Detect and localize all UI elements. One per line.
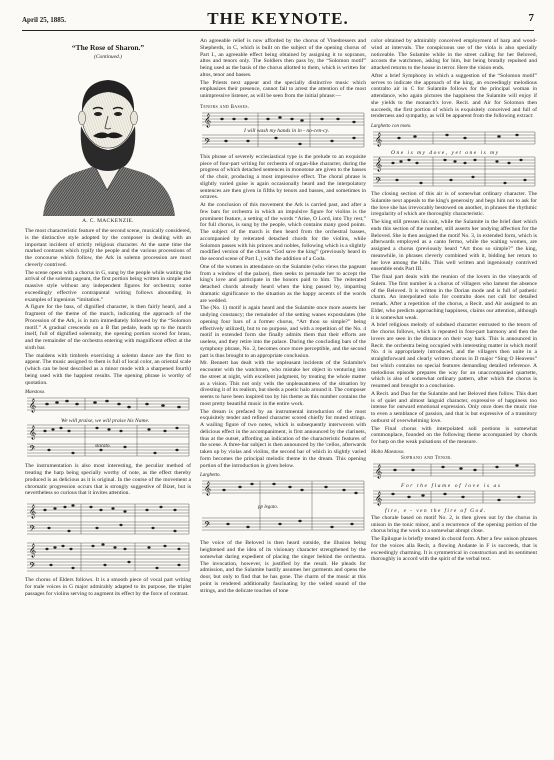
paragraph: At the conclusion of this movement the Ark is carried past, and after a few bars for orchestra in which an impulsive figure for violins is the prominent feature, a setting of the words “Arise, O Lord, into Thy rest,” for full chorus, is sung by the people, which contains many good points. The subject of the march is then heard from the orchestral basses, accompanied by reiterated detached chords for the violins, while Solomon passes with his princes and nobles, following which is a slightly modified version of the chorus “God save the king” (previously heard in the second scene of Part I.,) with the addition of a Coda.	[200, 202, 366, 262]
dynamic-marking: pp legato.	[258, 505, 278, 511]
musical-staff	[371, 129, 537, 187]
music-example-2	[25, 501, 191, 573]
music-example-1	[25, 390, 191, 459]
paragraph: color obtained by admirably conceived employment of harp and wood-wind at intervals. The conspicuous use of the viola is also specially noticeable. The Sulamite while in the street calling for her Beloved, accosts the watchmen, asking for him, but being brutally repulsed and attacked returns to the house in terror. Here the vision ends.	[371, 38, 537, 71]
column-3	[371, 38, 537, 564]
paragraph: A brief religious melody of subdued character entrusted to the tenors of the chorus follows, which is repeated in four-part harmony and then the lovers are seen in the distance on their way back. This is announced in Recit. the orchestra being occupied with interesting matter in which motif No. 4 is appropriately introduced, and the villagers then unite in a straightforward and clearly written chorus in D major “Sing O Heavens” but which contains no special features demanding detailed reference. A melodious episode prepares the way for an unaccompanied quartette, which is also of somewhat ordinary pattern, after which the chorus is resumed and brought to a conclusion.	[371, 322, 537, 389]
paragraph: The voice of the Beloved is then heard outside, the illusion being heightened and the idea of its visionary character strengthened by the somewhat daring expedient of placing the singer behind the orchestra. The invocation, however, is justified by the result. He pleads for admission, and the Sulamite hastily assumes her garments and opens the door, but only to find that he has gone. The charm of the music at this point is rendered additionally fascinating by the veiled sound of the strings, and the delicate touches of tone	[200, 540, 366, 594]
issue-date: April 25, 1885.	[22, 16, 66, 24]
article-title: “The Rose of Sharon.”	[71, 43, 145, 52]
page-number: 7	[528, 12, 534, 24]
continued-note: (Continued.)	[94, 54, 122, 60]
paragraph: The scene opens with a chorus in G, sung by the people while waiting the arrival of the solemn pageant, the first portion being written in simple and massive style without any independent figures for orchestra; some exceedingly effective contrapuntal writing follows abounding in examples of ingenious “imitation.”	[25, 269, 191, 303]
paragraph: The most characteristic feature of the second scene, musically considered, is the distinctive style adopted by the composer in dealing with an important incident of strictly religious character. At the same time the marked contrasts which typify the people and the various processions of the concourse which follow, the Ark in solemn procession are most cleverly contrived.	[25, 228, 191, 268]
lyric-line: For the flame of love is as	[401, 482, 502, 489]
svg-text:𝄢: 𝄢	[204, 137, 211, 149]
svg-text:𝄞: 𝄞	[204, 112, 212, 127]
paragraph: The king still presses his suit, while the Sulamite in the brief duet which ends this section of the number, still asserts her undying affection for the Beloved. She is then assigned the motif No. 3, in extended form, which is afterwards employed as a canto fermo, while the waiting women, are assigned a chorus (previously heard “Art thou so simple?” the king, meanwhile, in phrases cleverly combined with it, bidding her return to her love among the hills. This well written and ingeniously contrived ensemble ends Part III.	[371, 219, 537, 273]
svg-text:𝄞: 𝄞	[29, 543, 37, 557]
svg-text:𝄢: 𝄢	[375, 177, 382, 187]
paragraph: The Priests next appear and the specially distinctive music which emphasizes their presence, cannot fail to arrest the attention of the most unimpressive listener, as will be seen from the initial phrase:—	[200, 79, 366, 99]
column-1	[25, 38, 191, 598]
svg-text:𝄞: 𝄞	[29, 504, 37, 518]
svg-text:𝄞: 𝄞	[375, 157, 383, 171]
paragraph: One of the women in attendance on the Sulamite (who views the pageant from a window of the palace), then seeks to persuade her to accept the king's love and participate in the honors paid to him. The reiterated detached chords already heard when the king passed by, imparting dramatic significance to the situation as the happy accents of the words are wedded.	[200, 263, 366, 304]
dynamic-marking: stacato.	[95, 444, 111, 450]
paragraph: The final part deals with the reunion of the lovers in the vineyards of Sulem. The first number is a chorus of villagers who lament the absence of the Beloved. It is written in the Dorian mode and is full of pathetic charm. An interpolated solo for contralto does not call for detailed remark. After a repetition of the chorus, a Recit. and Air assigned to an Elder, who predicts approaching happiness, claims our attention, although it is somewhat weak.	[371, 274, 537, 321]
music-example-3	[200, 104, 366, 150]
tempo-marking: Maestoso.	[25, 390, 46, 396]
portrait-caption: A. C. MACKENZIE.	[82, 218, 134, 224]
svg-text:𝄢: 𝄢	[29, 562, 36, 573]
lyric-line: fire, e - ven the fire of God.	[385, 507, 487, 514]
paragraph: This phrase of severely ecclesiastical type is the prelude to an exquisite piece of four-part writing for orchestra of organ-like character, during the progress of which detached sentences in monotone are given to the basses of the choir, producing a most impressive effect. The choral phrase is slightly varied guise is again occasionally heard and the interpolatory sentences are then given in fifths by tenors and basses, and sometimes in octaves.	[200, 153, 366, 201]
lyric-line: One is my dove, yet one is my	[391, 150, 500, 156]
portrait-image	[25, 64, 191, 216]
voice-label: Tenors and Basses.	[200, 104, 250, 110]
svg-text:𝄞: 𝄞	[29, 425, 37, 440]
portrait-engraving	[25, 64, 191, 216]
paragraph: The dream is prefaced by an instrumental introduction of the most exquisitely tender and refined character scored chiefly for muted strings. A wailing figure of two notes, which is subsequently interwoven with delicious effect in the accompaniment, is first announced by the clarinets, thus at the outset, affording an indication of the characteristic features of the scene. A three-bar subject is then announced by the 'cellos, afterwards taken up by violas and violins, the second bar of which in slightly varied form becomes the principal melodic theme in the dream. This opening portion of the introduction is given below.	[200, 408, 366, 469]
musical-staff	[25, 395, 191, 459]
svg-text:𝄞: 𝄞	[29, 398, 37, 413]
paragraph: The Epilogue is briefly treated in choral form. After a few unison phrases for the voices alla Recit, a flowing Andante in F is succeeds, that is exceedingly charming. It is symmetrical in construction and its sentiment thoroughly in accord with the spirit of the verbal text.	[371, 536, 537, 563]
tempo-marking: Larghetto con moto.	[371, 124, 412, 129]
paragraph: The closing section of this air is of somewhat ordinary character. The Sulamite next appeals to the king's generosity and begs him not to ask for the love she has irrevocably bestowed on another, in phrases the rhythmic irregularity of which are thoroughly characteristic.	[371, 191, 537, 218]
svg-text:𝄢: 𝄢	[29, 445, 36, 457]
svg-text:𝄞: 𝄞	[375, 132, 383, 146]
column-2	[200, 38, 366, 595]
paragraph: A Recit. and Duo for the Sulamite and her Beloved then follow. This duet is of quiet and almost languid character, expressive of happiness too intense for outward emotional expression. Only once does the music rise to even a semblance of passion, and that is but expressive of a transitory outburst of overwhelming love.	[371, 390, 537, 424]
paragraph: The chorale based on motif No. 2, is then given out by the chorus in unison in the tonic minor, and a recurrence of the opening portion of the chorus bring the work to a somewhat abrupt close.	[371, 514, 537, 535]
voice-label: Soprano and Tenor.	[401, 455, 452, 461]
paragraph: The maidens with timbrels exercising a solemn dance are the first to appear. The music assigned to them is full of local color, an oriental scale (which can be best described as a minor mode with a sharpened fourth) being used with the happiest results. The opening phrase is worthy of quotation.	[25, 352, 191, 386]
paragraph: The (No. 1) motif is again heard and the Sulamite once more asserts her undying constancy; the remainder of the setting wanes expostulates (the opening four bars of a former chorus, “Art thou so simple?” being effectively utilized), but to no purpose, and with a repetition of the No. 4 motif in extended form she finally admits them that their efforts are useless, and they retire into the palace. During the concluding bars of the symphony phrase, No. 2, becomes once more perceptible, and the second part is thus brought to an appropriate conclusion.	[200, 305, 366, 359]
svg-text:𝄞: 𝄞	[204, 481, 212, 496]
svg-text:𝄢: 𝄢	[204, 521, 211, 533]
paragraph: The instrumentation is also most interesting, the peculiar method of treating the harp being specially worthy of note, as the effect thereby produced is as delicious as it is original. In the course of the movement a chromatic progression occurs that is strongly suggestive of Bizet, but is nevertheless so curious that it invites attention.	[25, 463, 191, 497]
tempo-marking: Molto Maestoso.	[371, 449, 405, 455]
masthead	[22, 9, 534, 31]
publication-title: THE KEYNOTE.	[207, 9, 349, 28]
paragraph: A figure for the bass, of dignified character, is then fairly heard, and a fragment of the theme of the march, indicating the approach of the Procession of the Ark, is in turn immediately followed by the “Solomon motif.” A gradual crescendo on a B flat pedale, leads up to the march itself, full of dignified solemnity, the opening portion scored for brass, and the remainder of the orchestra entering with magnificent effect at the sixth bar.	[25, 304, 191, 351]
music-example-6	[371, 449, 537, 514]
music-example-4	[200, 473, 366, 536]
paragraph: After a brief Symphony in which a suggestion of the “Solomon motif” serves to indicate the approach of the king, an exceedingly melodious contralto air in C for Sulamite follows for the principal woman in attendance, who again pictures the happiness the Sulamite will enjoy if she yields to the monarch's love. Recit. and Air for Solomon then succeeds, the first portion of which is exquisitely conceived and full of tenderness and sympathy, as will be apparent from the following extract:	[371, 72, 537, 120]
tempo-marking: Larghetto.	[200, 473, 221, 479]
svg-text:𝄞: 𝄞	[375, 490, 383, 505]
music-example-5	[371, 124, 537, 187]
musical-staff	[25, 501, 191, 573]
paragraph: The Final chorus with interpolated soli portions is somewhat commonplace, founded on the following theme accompanied by chords for harp on the weak pulsations of the measure.	[371, 425, 537, 445]
paragraph: An agreeable relief is now afforded by the chorus of Vinedressers and Shepherds, in C, which is built on the subject of the opening chorus of Part I., an agreeable effect being obtained by assigning it to sopranos, altos and tenors only. The Soldiers then pass by, the “Solomon motif” being used as the basis of the chorus allotted to them, which is written for altos, tenor and basses.	[200, 38, 366, 78]
svg-text:𝄢: 𝄢	[29, 525, 36, 536]
svg-text:𝄞: 𝄞	[375, 463, 383, 478]
musical-staff	[200, 478, 366, 536]
paragraph: Mr. Bennett has dealt with the unpleasant incidents of the Sulamite's encounter with the watchmen, who mistake her object in venturing into the street at night, with excellent judgment, by treating the whole matter as a vision. This not only veils the unpleasantness of the situation by divesting it of its realism, but sheds a poetic halo around it. The composer seems to have been inspired too by his theme as this number contains the most pretty beautiful music in the entire work.	[200, 360, 366, 407]
lyric-line: I will wash my hands in in - no-cen-cy.	[244, 127, 330, 134]
paragraph: The chorus of Elders follows. It is a smooth piece of vocal part writing for male voices in G major admirably adapted to its purpose, the triplet passages for violins serving to augment its effect by the force of contrast.	[25, 577, 191, 597]
lyric-line: We will praise, we will praise his Name.	[61, 418, 150, 425]
